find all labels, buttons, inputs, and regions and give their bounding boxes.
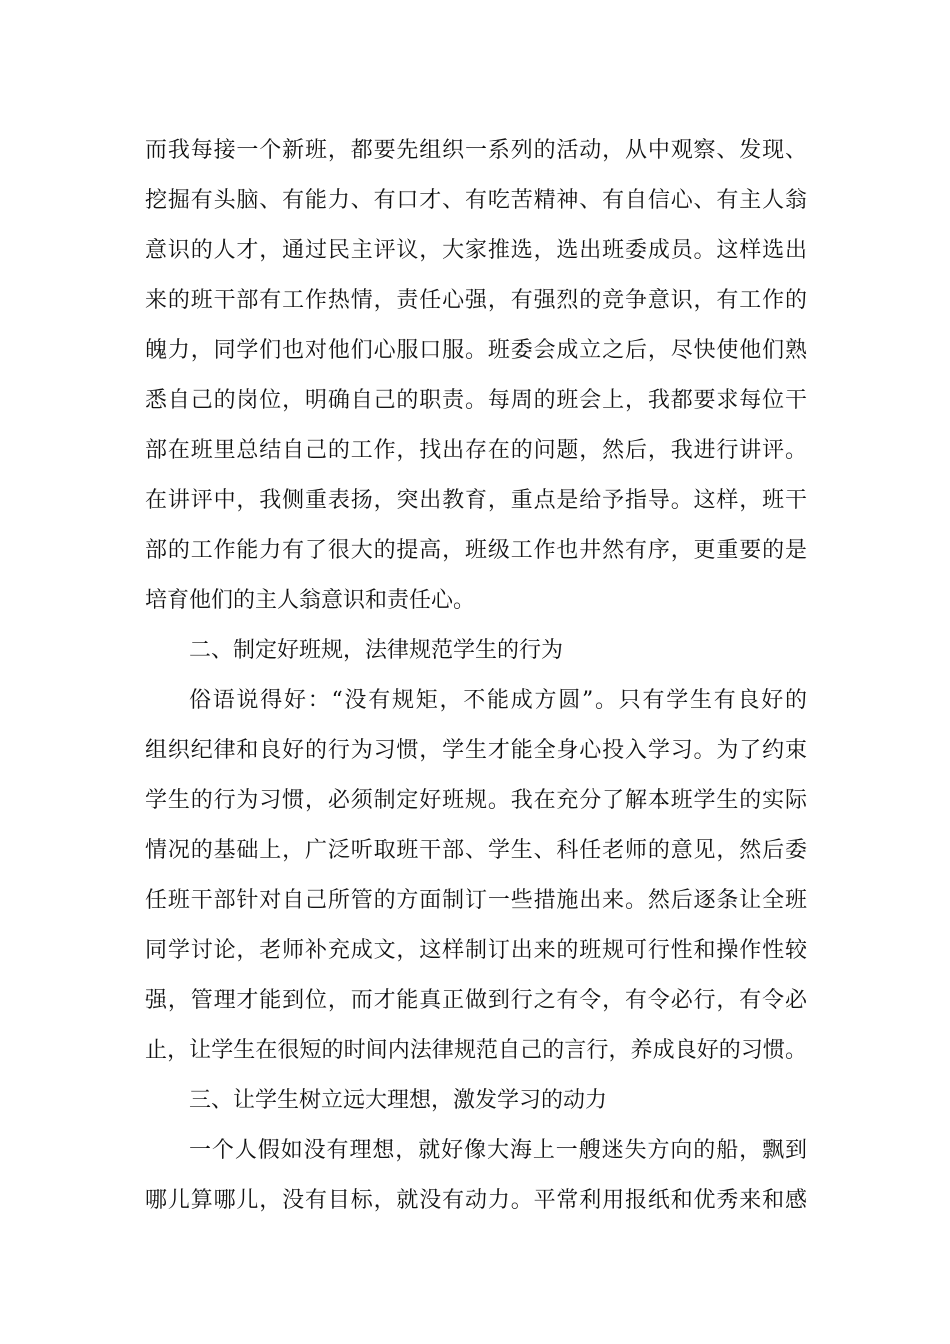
text-line: 止，让学生在很短的时间内法律规范自己的言行，养成良好的习惯。 [145, 1038, 807, 1063]
text-line: 俗语说得好：“没有规矩，不能成方圆”。只有学生有良好的 [189, 688, 807, 713]
section-heading: 三、让学生树立远大理想，激发学习的动力 [189, 1088, 608, 1113]
text-line: 一个人假如没有理想，就好像大海上一艘迷失方向的船，飘到 [189, 1138, 807, 1163]
text-line: 学生的行为习惯，必须制定好班规。我在充分了解本班学生的实际 [145, 788, 807, 813]
text-line: 强，管理才能到位，而才能真正做到行之有令，有令必行，有令必 [145, 988, 807, 1013]
text-line: 部在班里总结自己的工作，找出存在的问题，然后，我进行讲评。 [145, 438, 807, 463]
text-line: 而我每接一个新班，都要先组织一系列的活动，从中观察、发现、 [145, 138, 807, 163]
section-heading: 二、制定好班规，法律规范学生的行为 [189, 638, 564, 663]
text-line: 同学讨论，老师补充成文，这样制订出来的班规可行性和操作性较 [145, 938, 807, 963]
text-line: 来的班干部有工作热情，责任心强，有强烈的竞争意识，有工作的 [145, 288, 807, 313]
text-line: 魄力，同学们也对他们心服口服。班委会成立之后，尽快使他们熟 [145, 338, 807, 363]
text-line: 情况的基础上，广泛听取班干部、学生、科任老师的意见，然后委 [145, 838, 807, 863]
text-line: 组织纪律和良好的行为习惯，学生才能全身心投入学习。为了约束 [145, 738, 807, 763]
text-line: 悉自己的岗位，明确自己的职责。每周的班会上，我都要求每位干 [145, 388, 807, 413]
text-line: 部的工作能力有了很大的提高，班级工作也井然有序，更重要的是 [145, 538, 807, 563]
text-line: 意识的人才，通过民主评议，大家推选，选出班委成员。这样选出 [145, 238, 807, 263]
text-line: 任班干部针对自己所管的方面制订一些措施出来。然后逐条让全班 [145, 888, 807, 913]
text-line: 培育他们的主人翁意识和责任心。 [145, 588, 476, 613]
text-line: 哪儿算哪儿，没有目标，就没有动力。平常利用报纸和优秀来和感 [145, 1188, 807, 1213]
text-line: 挖掘有头脑、有能力、有口才、有吃苦精神、有自信心、有主人翁 [145, 188, 807, 213]
text-line: 在讲评中，我侧重表扬，突出教育，重点是给予指导。这样，班干 [145, 488, 807, 513]
